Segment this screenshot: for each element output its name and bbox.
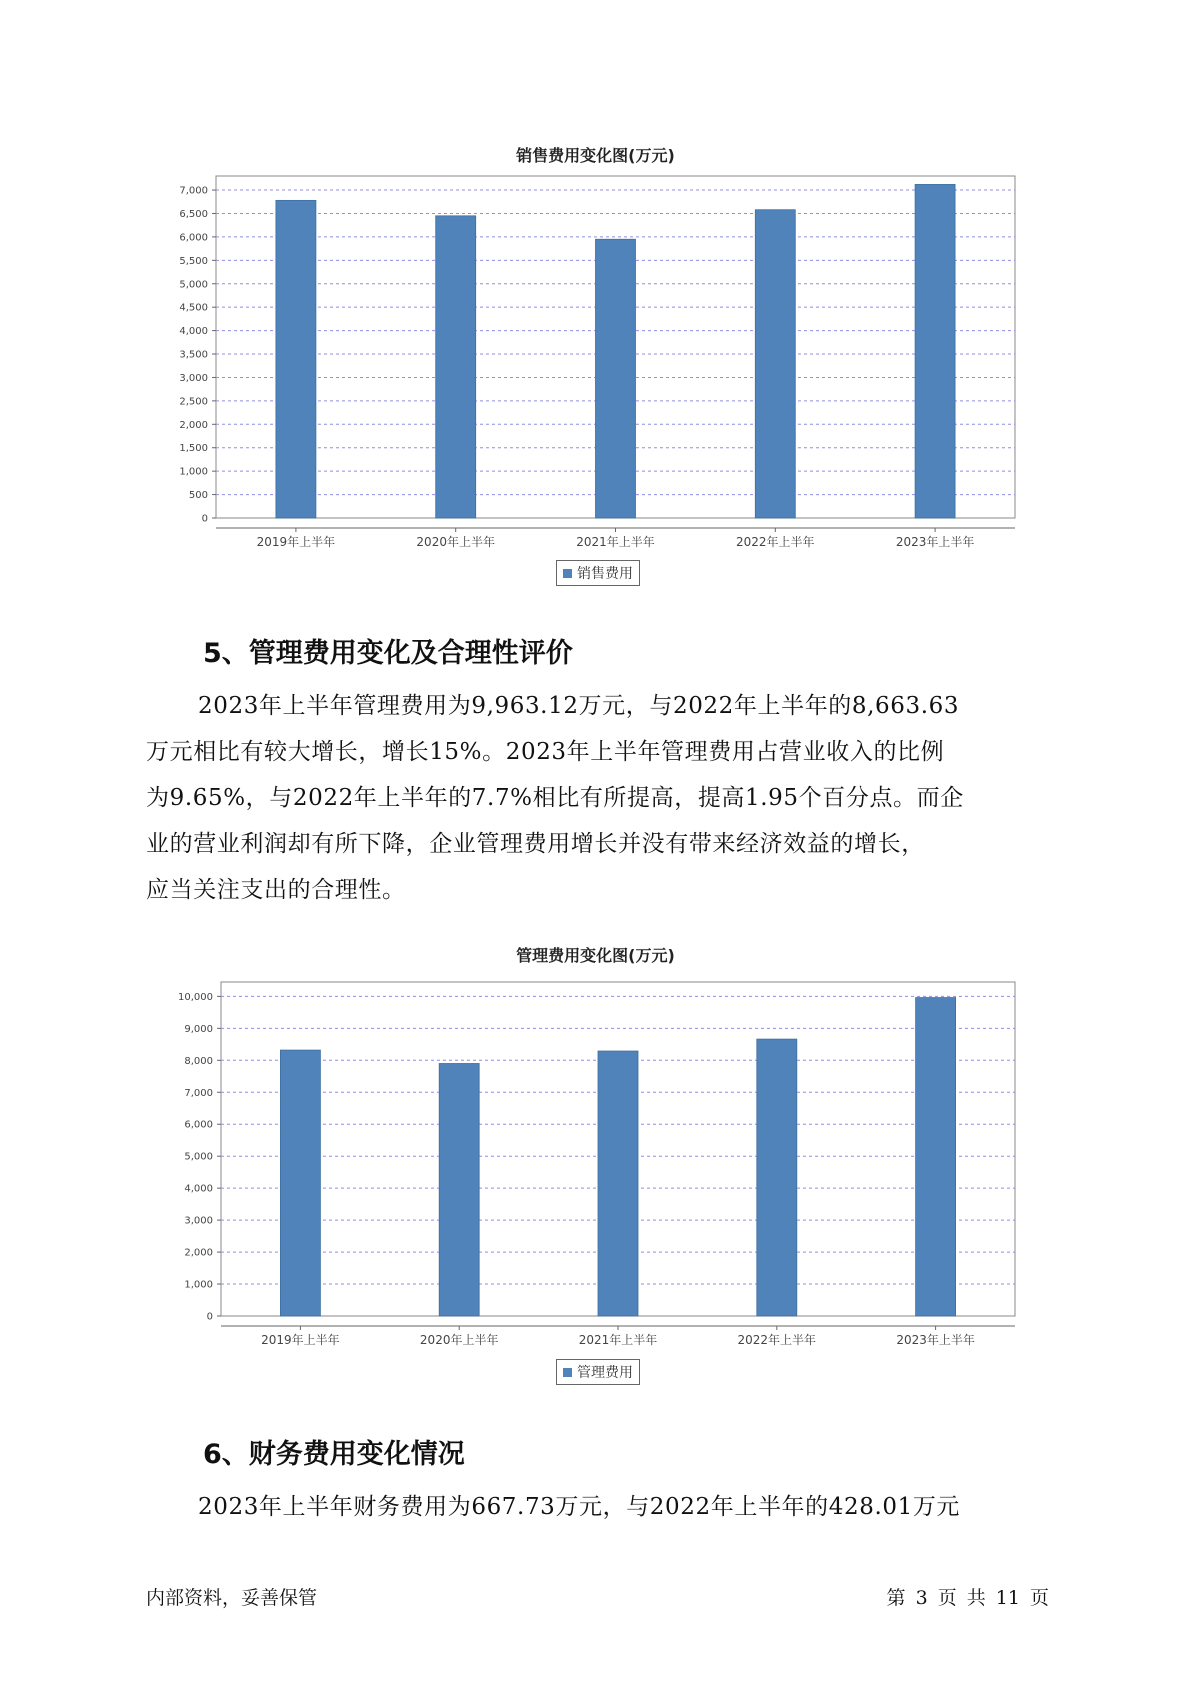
admin-chart-title: 管理费用变化图(万元) <box>516 946 675 965</box>
y-tick-label: 10,000 <box>178 991 213 1003</box>
y-tick-label: 6,500 <box>179 208 208 220</box>
section-heading: 6、财务费用变化情况 <box>203 1439 465 1470</box>
y-tick-label: 3,500 <box>179 349 208 361</box>
x-tick-label: 2019年上半年 <box>261 1333 340 1347</box>
y-tick-label: 4,000 <box>179 326 208 338</box>
x-tick-label: 2022年上半年 <box>737 1333 817 1347</box>
x-tick-label: 2019年上半年 <box>256 535 336 549</box>
footer-confidential: 内部资料，妥善保管 <box>146 1587 318 1609</box>
bar <box>439 1064 479 1316</box>
bar <box>916 998 956 1316</box>
x-tick-label: 2023年上半年 <box>896 1333 975 1347</box>
paragraph-line: 2023年上半年财务费用为667.73万元，与2022年上半年的428.01万元 <box>198 1494 961 1520</box>
y-tick-label: 8,000 <box>184 1055 213 1067</box>
y-tick-label: 4,000 <box>184 1183 213 1195</box>
y-tick-label: 6,000 <box>184 1119 213 1131</box>
y-tick-label: 0 <box>206 1311 213 1323</box>
y-tick-label: 5,000 <box>179 279 208 291</box>
y-tick-label: 7,000 <box>179 185 208 197</box>
section6-paragraph <box>146 1484 1046 1530</box>
x-tick-label: 2022年上半年 <box>736 535 815 549</box>
y-tick-label: 2,000 <box>184 1247 213 1259</box>
y-tick-label: 5,500 <box>179 255 208 267</box>
section-heading: 5、管理费用变化及合理性评价 <box>203 638 573 669</box>
y-tick-label: 1,000 <box>179 466 208 478</box>
footer-page-number: 第 3 页 共 11 页 <box>886 1587 1049 1609</box>
paragraph-line: 万元相比有较大增长，增长15%。2023年上半年管理费用占营业收入的比例 <box>146 739 945 765</box>
y-tick-label: 500 <box>188 490 208 502</box>
y-tick-label: 1,500 <box>179 443 208 455</box>
y-tick-label: 3,000 <box>179 372 208 384</box>
paragraph-line: 业的营业利润却有所下降，企业管理费用增长并没有带来经济效益的增长， <box>146 831 925 857</box>
y-tick-label: 9,000 <box>184 1023 213 1035</box>
y-tick-label: 3,000 <box>184 1215 213 1227</box>
sales-chart-title: 销售费用变化图(万元) <box>516 146 675 165</box>
x-tick-label: 2023年上半年 <box>895 535 975 549</box>
paragraph-line: 2023年上半年管理费用为9,963.12万元，与2022年上半年的8,663.63 <box>198 693 960 719</box>
y-tick-label: 5,000 <box>184 1151 213 1163</box>
y-tick-label: 6,000 <box>179 232 208 244</box>
legend-swatch <box>563 1368 572 1377</box>
y-tick-label: 1,000 <box>184 1279 213 1291</box>
admin-chart-legend <box>556 1359 640 1385</box>
y-tick-label: 7,000 <box>184 1087 213 1099</box>
legend-label: 管理费用 <box>577 1365 633 1381</box>
x-tick-label: 2021年上半年 <box>576 535 655 549</box>
legend-label: 销售费用 <box>577 566 633 582</box>
paragraph-line: 应当关注支出的合理性。 <box>146 877 406 903</box>
paragraph-line: 为9.65%，与2022年上半年的7.7%相比有所提高，提高1.95个百分点。而企 <box>146 785 964 811</box>
x-tick-label: 2020年上半年 <box>419 1333 499 1347</box>
y-tick-label: 2,000 <box>179 419 208 431</box>
y-tick-label: 0 <box>201 513 208 525</box>
x-tick-label: 2020年上半年 <box>416 535 495 549</box>
bar <box>280 1050 320 1316</box>
y-tick-label: 2,500 <box>179 396 208 408</box>
y-tick-label: 4,500 <box>179 302 208 314</box>
bar <box>757 1039 797 1316</box>
x-tick-label: 2021年上半年 <box>578 1333 658 1347</box>
bar <box>598 1051 638 1316</box>
